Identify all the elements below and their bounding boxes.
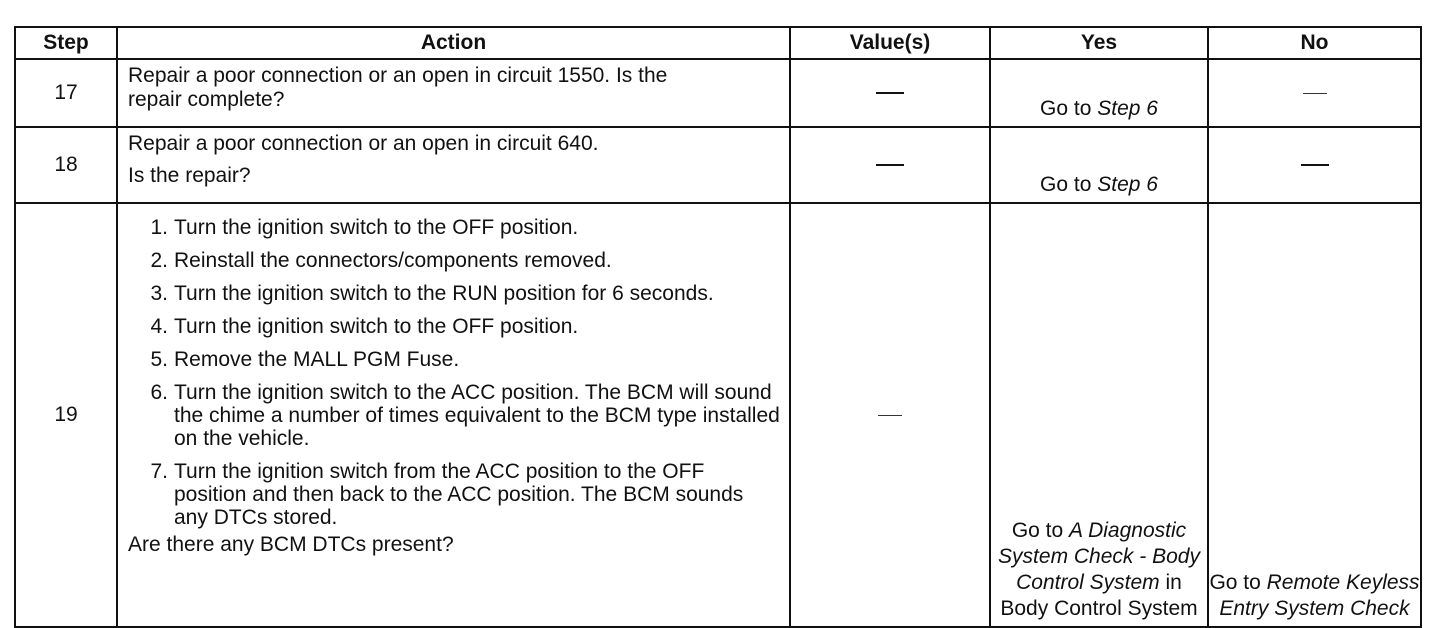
- header-no: No: [1208, 27, 1421, 59]
- yes-diag-link: A Diagnostic System Check - Body Control System: [998, 519, 1200, 594]
- table-row-step-17: [15, 59, 1421, 127]
- step-number: 19: [15, 203, 117, 627]
- table-row-step-19: [15, 203, 1421, 627]
- step-number: 18: [15, 127, 117, 203]
- yes-suffix-text: in Body Control System: [1000, 571, 1198, 620]
- list-item: 3. Turn the ignition switch to the RUN position for 6 seconds.: [150, 282, 714, 305]
- no-goto-text: Go to: [1209, 571, 1267, 594]
- value-dash: [790, 127, 990, 203]
- list-item: 1. Turn the ignition switch to the OFF position.: [150, 216, 579, 239]
- no-dash: [1208, 59, 1421, 127]
- table-row-step-18: [15, 127, 1421, 203]
- yes-step-link: Step 6: [1097, 173, 1158, 196]
- header-row: [15, 27, 1421, 59]
- no-rke-link: Remote Keyless Entry System Check: [1219, 571, 1420, 620]
- yes-goto-text: Go to: [1040, 97, 1098, 120]
- yes-cell: [990, 59, 1208, 127]
- list-item: 7. Turn the ignition switch from the ACC position to the OFF position and then back to the ACC position. The BCM sounds any DTCs stored.: [150, 460, 744, 529]
- header-values: Value(s): [790, 27, 990, 59]
- list-item: 2. Reinstall the connectors/components removed.: [150, 249, 612, 272]
- dash-mark: [876, 164, 904, 166]
- dash-mark: [1303, 93, 1327, 94]
- list-item: 4. Turn the ignition switch to the OFF position.: [150, 315, 579, 338]
- value-dash: [790, 59, 990, 127]
- step-number: 17: [15, 59, 117, 127]
- action-cell: [117, 127, 790, 203]
- yes-cell: [990, 127, 1208, 203]
- yes-goto-text: Go to: [1040, 173, 1098, 196]
- yes-cell: [990, 203, 1208, 627]
- action-cell: [117, 203, 790, 627]
- header-yes: Yes: [990, 27, 1208, 59]
- list-item: 5. Remove the MALL PGM Fuse.: [150, 348, 460, 371]
- action-cell: [117, 59, 790, 127]
- no-dash: [1208, 127, 1421, 203]
- yes-goto-text: Go to: [1011, 519, 1070, 542]
- diagnostic-table: [14, 26, 1422, 628]
- dash-mark: [878, 415, 902, 416]
- action-text: Repair a poor connection or an open in circuit 1550. Is the: [128, 64, 668, 87]
- action-text: Repair a poor connection or an open in circuit 640.: [128, 132, 599, 155]
- action-question: Are there any BCM DTCs present?: [128, 533, 454, 556]
- action-text: repair complete?: [128, 88, 285, 111]
- dash-mark: [1301, 164, 1329, 166]
- procedure-list: [128, 216, 781, 529]
- list-item: 6. Turn the ignition switch to the ACC position. The BCM will sound the chime a number of times equivalent to the BCM type installed on the vehicle.: [150, 381, 780, 450]
- action-text: Is the repair?: [128, 164, 251, 187]
- no-cell: [1208, 203, 1421, 627]
- header-step: Step: [15, 27, 117, 59]
- value-dash: [790, 203, 990, 627]
- dash-mark: [876, 92, 904, 94]
- yes-step-link: Step 6: [1097, 97, 1158, 120]
- header-action: Action: [117, 27, 790, 59]
